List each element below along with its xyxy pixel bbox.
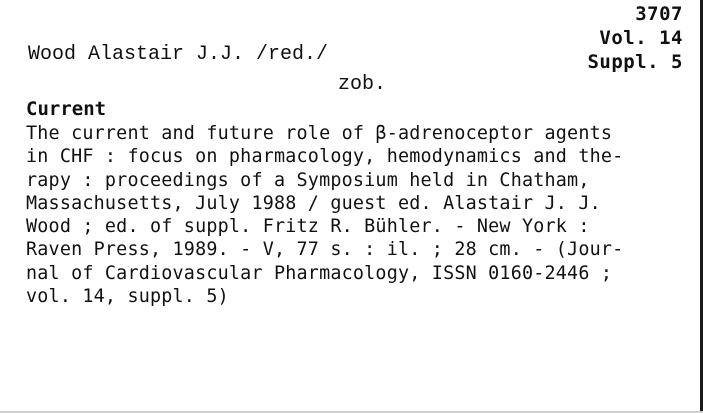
- title-heading: Current: [26, 98, 107, 120]
- description-line: Raven Press, 1989. - V, 77 s. : il. ; 28 cm. - (Jour-: [26, 239, 624, 261]
- description-line: Wood ; ed. of suppl. Fritz R. Bühler. - New York :: [26, 216, 590, 238]
- description-line: vol. 14, suppl. 5): [26, 286, 229, 308]
- bibliographic-description: [26, 122, 686, 308]
- signature-supplement: Suppl. 5: [587, 51, 683, 73]
- author-role: zob.: [338, 73, 387, 96]
- description-line: in CHF : focus on pharmacology, hemodynamics and the-: [26, 146, 624, 168]
- description-line: The current and future role of β-adrenoceptor agents: [26, 123, 613, 144]
- description-line: Massachusetts, July 1988 / guest ed. Alastair J. J.: [26, 192, 601, 214]
- signature-volume: Vol. 14: [599, 27, 683, 49]
- description-line: nal of Cardiovascular Pharmacology, ISSN 0160-2446 ;: [26, 262, 613, 284]
- shelf-signature: [587, 2, 683, 74]
- author-entry: Wood Alastair J.J. /red./: [28, 43, 329, 66]
- description-line: rapy : proceedings of a Symposium held in Chatham,: [26, 169, 590, 191]
- signature-number: 3707: [635, 3, 683, 25]
